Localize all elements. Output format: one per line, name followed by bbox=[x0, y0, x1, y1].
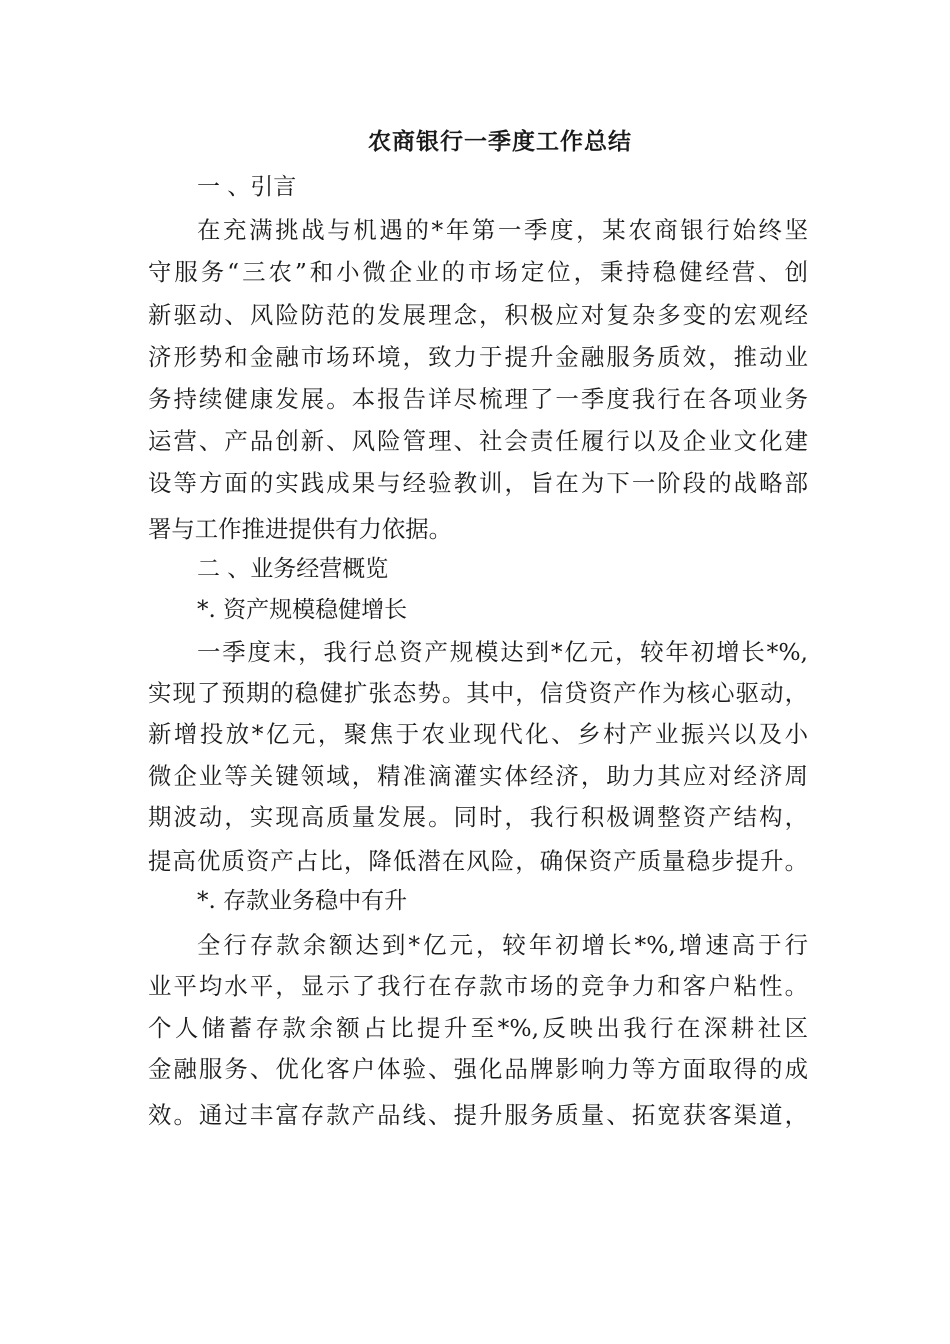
deposit-paragraph-line: 金融服务、优化客户体验、强化品牌影响力等方面取得的成 bbox=[148, 1055, 808, 1083]
intro-paragraph-line: 济形势和金融市场环境，致力于提升金融服务质效，推动业 bbox=[148, 343, 808, 371]
subsection-heading-assets: *. 资产规模稳健增长 bbox=[197, 597, 408, 623]
deposit-paragraph-line: 效。通过丰富存款产品线、提升服务质量、拓宽获客渠道， bbox=[148, 1101, 808, 1129]
asset-paragraph-line: 提高优质资产占比，降低潜在风险，确保资产质量稳步提升。 bbox=[148, 847, 808, 875]
section-heading-introduction: 一 、引言 bbox=[197, 174, 297, 200]
deposit-paragraph-line: 业平均水平，显示了我行在存款市场的竞争力和客户粘性。 bbox=[148, 972, 808, 1000]
document-title: 农商银行一季度工作总结 bbox=[368, 128, 632, 155]
subsection-heading-deposits: *. 存款业务稳中有升 bbox=[197, 888, 408, 914]
section-heading-business-overview: 二 、业务经营概览 bbox=[197, 556, 389, 582]
asset-paragraph-line: 期波动，实现高质量发展。同时，我行积极调整资产结构， bbox=[148, 803, 808, 831]
deposit-paragraph-line: 全行存款余额达到*亿元，较年初增长*%,增速高于行 bbox=[197, 931, 808, 959]
asset-paragraph-line: 新增投放*亿元，聚焦于农业现代化、乡村产业振兴以及小 bbox=[148, 720, 808, 748]
intro-paragraph-line: 在充满挑战与机遇的*年第一季度，某农商银行始终坚 bbox=[197, 216, 808, 244]
intro-paragraph-line: 署与工作推进提供有力依据。 bbox=[148, 515, 453, 543]
asset-paragraph-line: 实现了预期的稳健扩张态势。其中，信贷资产作为核心驱动， bbox=[148, 679, 808, 707]
intro-paragraph-line: 新驱动、风险防范的发展理念，积极应对复杂多变的宏观经 bbox=[148, 301, 808, 329]
intro-paragraph-line: 守服务“三农”和小微企业的市场定位，秉持稳健经营、创 bbox=[148, 258, 808, 286]
asset-paragraph-line: 微企业等关键领域，精准滴灌实体经济，助力其应对经济周 bbox=[148, 762, 808, 790]
deposit-paragraph-line: 个人储蓄存款余额占比提升至*%,反映出我行在深耕社区 bbox=[148, 1014, 808, 1042]
intro-paragraph-line: 务持续健康发展。本报告详尽梳理了一季度我行在各项业务 bbox=[148, 385, 808, 413]
intro-paragraph-line: 运营、产品创新、风险管理、社会责任履行以及企业文化建 bbox=[148, 427, 808, 455]
intro-paragraph-line: 设等方面的实践成果与经验教训，旨在为下一阶段的战略部 bbox=[148, 469, 808, 497]
asset-paragraph-line: 一季度末，我行总资产规模达到*亿元，较年初增长*%, bbox=[197, 638, 808, 666]
